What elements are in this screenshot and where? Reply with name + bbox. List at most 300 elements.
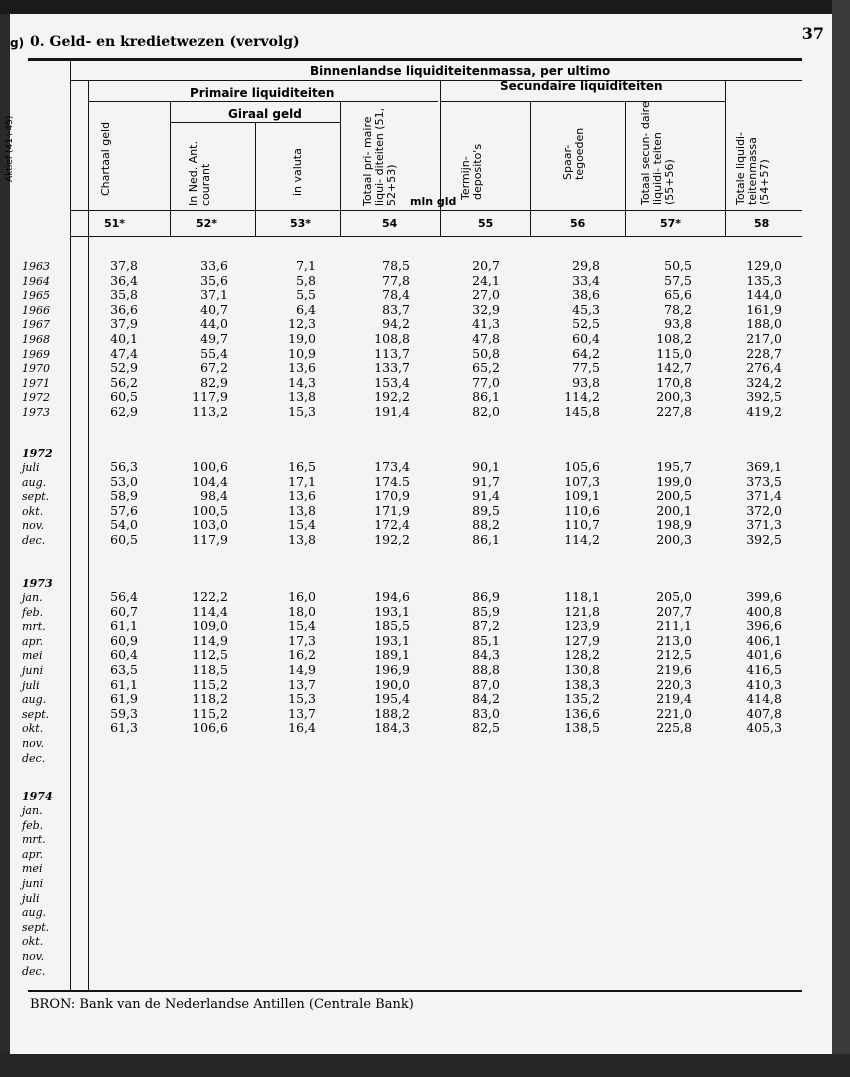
table-cell: 85,1 — [472, 632, 500, 648]
scan-right-border — [832, 0, 850, 1077]
table-cell: 396,6 — [746, 618, 782, 634]
table-cell: 37,9 — [110, 316, 138, 332]
table-cell: 82,5 — [472, 720, 500, 736]
table-cell: 193,1 — [374, 603, 410, 619]
table-cell: 87,0 — [472, 676, 500, 692]
col-code-54: 54 — [382, 217, 398, 230]
table-cell: 108,8 — [374, 331, 410, 346]
table-cell: 13,8 — [288, 532, 316, 547]
col-header-spaar: Spaar- tegoeden — [561, 127, 586, 180]
col-divider-6 — [530, 101, 531, 236]
row-label: juni — [22, 664, 44, 677]
col-divider-8 — [725, 80, 726, 236]
row-label: juli — [22, 678, 40, 692]
table-cell: 114,4 — [192, 603, 228, 619]
row-label: okt. — [22, 935, 44, 949]
table-cell: 138,5 — [564, 720, 600, 736]
table-cell: 199,0 — [656, 473, 692, 489]
table-cell: 13,6 — [288, 488, 316, 504]
table-cell: 217,0 — [746, 331, 782, 346]
col-code-57: 57* — [660, 217, 682, 230]
table-cell: 117,9 — [192, 389, 228, 405]
row-label: 1970 — [22, 362, 50, 376]
table-cell: 49,7 — [200, 331, 228, 346]
table-cell: 60,9 — [110, 632, 138, 648]
table-cell: 45,3 — [572, 301, 600, 317]
table-cell: 55,4 — [200, 345, 228, 361]
table-cell: 369,1 — [746, 459, 782, 474]
table-cell: 13,7 — [288, 705, 316, 721]
table-cell: 58,9 — [110, 488, 138, 504]
table-cell: 78,4 — [382, 287, 410, 303]
table-cell: 14,9 — [288, 662, 316, 677]
table-cell: 82,9 — [200, 374, 228, 390]
giraal-heading: Giraal geld — [228, 107, 302, 121]
col-code-53: 53* — [290, 217, 312, 230]
table-cell: 104,4 — [192, 473, 228, 489]
table-cell: 144,0 — [746, 287, 782, 303]
table-cell: 133,7 — [374, 360, 410, 376]
table-cell: 188,2 — [374, 705, 410, 721]
row-label: mrt. — [22, 833, 46, 847]
row-label: sept. — [22, 490, 50, 504]
table-cell: 78,2 — [664, 301, 692, 317]
table-cell: 17,1 — [288, 473, 316, 489]
code-rule-bottom — [70, 236, 802, 237]
table-banner: Binnenlandse liquiditeitenmassa, per ultimo — [310, 64, 611, 78]
row-label: 1972 — [22, 391, 50, 405]
row-label: aug. — [22, 693, 47, 707]
table-cell: 93,8 — [664, 316, 692, 332]
table-cell: 83,0 — [472, 705, 500, 721]
table-cell: 33,4 — [572, 272, 600, 288]
table-cell: 61,1 — [110, 618, 138, 634]
row-label: okt. — [22, 722, 44, 736]
table-cell: 86,1 — [472, 532, 500, 547]
table-cell: 15,4 — [288, 618, 316, 634]
row-label: apr. — [22, 847, 44, 861]
table-cell: 93,8 — [572, 374, 600, 390]
row-label: 1967 — [22, 318, 50, 332]
row-label: 1963 — [22, 260, 50, 273]
table-cell: 414,8 — [746, 691, 782, 707]
table-cell: 153,4 — [374, 374, 410, 390]
table-cell: 47,4 — [110, 345, 138, 361]
table-cell: 416,5 — [746, 662, 782, 677]
table-cell: 392,5 — [746, 532, 782, 547]
table-cell: 198,9 — [656, 517, 692, 533]
table-cell: 63,5 — [110, 662, 138, 677]
table-cell: 5,8 — [296, 272, 316, 288]
table-cell: 88,8 — [472, 662, 500, 677]
col-header-valuta: in valuta — [291, 148, 304, 196]
col-divider-7 — [625, 101, 626, 236]
table-cell: 200,1 — [656, 502, 692, 518]
row-label: nov. — [22, 950, 45, 963]
table-cell: 32,9 — [472, 301, 500, 317]
table-cell: 56,4 — [110, 589, 138, 604]
row-label: dec. — [22, 534, 46, 547]
table-cell: 40,1 — [110, 331, 138, 346]
table-cell: 405,3 — [746, 720, 782, 736]
table-cell: 15,3 — [288, 691, 316, 707]
table-cell: 371,4 — [746, 488, 782, 504]
col-divider-3 — [255, 122, 256, 236]
table-cell: 62,9 — [110, 404, 138, 419]
table-cell: 145,8 — [564, 404, 600, 419]
table-cell: 371,3 — [746, 517, 782, 533]
table-cell: 77,5 — [572, 360, 600, 376]
table-cell: 191,4 — [374, 404, 410, 419]
table-cell: 106,6 — [192, 720, 228, 736]
table-cell: 192,2 — [374, 532, 410, 547]
table-cell: 221,0 — [656, 705, 692, 721]
col-header-totaal-primair: Totaal pri- maire liqui- diteiten (51, 52+53) — [361, 107, 398, 206]
row-label: feb. — [22, 818, 44, 832]
table-cell: 88,2 — [472, 517, 500, 533]
table-cell: 94,2 — [382, 316, 410, 332]
table-cell: 77,0 — [472, 374, 500, 390]
table-cell: 44,0 — [200, 316, 228, 332]
table-cell: 19,0 — [288, 331, 316, 346]
table-cell: 189,1 — [374, 647, 410, 663]
table-cell: 77,8 — [382, 272, 410, 288]
table-cell: 84,3 — [472, 647, 500, 663]
table-cell: 78,5 — [382, 258, 410, 273]
table-cell: 87,2 — [472, 618, 500, 634]
table-cell: 114,2 — [564, 389, 600, 405]
secondary-heading: Secundaire liquiditeiten — [500, 79, 663, 93]
row-label: 1964 — [22, 274, 50, 288]
table-cell: 123,9 — [564, 618, 600, 634]
table-cell: 213,0 — [656, 632, 692, 648]
table-cell: 35,8 — [110, 287, 138, 303]
table-cell: 60,5 — [110, 532, 138, 547]
row-label: sept. — [22, 920, 50, 934]
table-cell: 50,5 — [664, 258, 692, 273]
col-divider-1 — [88, 80, 89, 990]
table-cell: 115,2 — [192, 705, 228, 721]
table-cell: 184,3 — [374, 720, 410, 736]
table-cell: 86,1 — [472, 389, 500, 405]
row-label: 1969 — [22, 347, 50, 361]
table-cell: 91,4 — [472, 488, 500, 504]
row-label: apr. — [22, 634, 44, 648]
table-cell: 117,9 — [192, 532, 228, 547]
table-cell: 219,6 — [656, 662, 692, 677]
table-cell: 105,6 — [564, 459, 600, 474]
left-margin-fragment: g) — [10, 36, 25, 50]
table-cell: 6,4 — [296, 301, 316, 317]
table-cell: 228,7 — [746, 345, 782, 361]
row-label: juli — [22, 461, 40, 474]
table-cell: 90,1 — [472, 459, 500, 474]
table-cell: 64,2 — [572, 345, 600, 361]
table-cell: 161,9 — [746, 301, 782, 317]
table-cell: 118,5 — [192, 662, 228, 677]
table-cell: 13,6 — [288, 360, 316, 376]
source-note: BRON: Bank van de Nederlandse Antillen (Centrale Bank) — [30, 997, 414, 1012]
table-cell: 127,9 — [564, 632, 600, 648]
scan-bottom-border — [0, 1054, 850, 1077]
table-cell: 110,6 — [564, 502, 600, 518]
row-label: 1973 — [22, 406, 50, 419]
table-cell: 10,9 — [288, 345, 316, 361]
table-cell: 35,6 — [200, 272, 228, 288]
table-cell: 13,8 — [288, 389, 316, 405]
row-label: nov. — [22, 519, 45, 533]
table-cell: 84,2 — [472, 691, 500, 707]
col-code-51: 51* — [104, 217, 126, 230]
table-cell: 50,8 — [472, 345, 500, 361]
table-cell: 114,2 — [564, 532, 600, 547]
col-divider-5 — [440, 80, 441, 236]
table-cell: 110,7 — [564, 517, 600, 533]
row-label: 1971 — [22, 376, 50, 390]
table-cell: 419,2 — [746, 404, 782, 419]
table-cell: 227,8 — [656, 404, 692, 419]
table-cell: 24,1 — [472, 272, 500, 288]
primary-heading: Primaire liquiditeiten — [190, 86, 335, 100]
table-cell: 225,8 — [656, 720, 692, 736]
table-cell: 12,3 — [288, 316, 316, 332]
table-cell: 109,1 — [564, 488, 600, 504]
table-cell: 89,5 — [472, 502, 500, 518]
table-cell: 60,4 — [110, 647, 138, 663]
table-cell: 205,0 — [656, 589, 692, 604]
table-cell: 276,4 — [746, 360, 782, 376]
table-cell: 61,3 — [110, 720, 138, 736]
table-cell: 56,3 — [110, 459, 138, 474]
running-title: 0. Geld- en kredietwezen (vervolg) — [30, 34, 300, 50]
table-cell: 113,2 — [192, 404, 228, 419]
table-cell: 85,9 — [472, 603, 500, 619]
table-cell: 406,1 — [746, 632, 782, 648]
bottom-rule — [28, 990, 802, 992]
page-number: 37 — [801, 24, 824, 43]
table-cell: 118,2 — [192, 691, 228, 707]
table-cell: 82,0 — [472, 404, 500, 419]
col-header-totale-massa: Totale liquidi- teitenmassa (54+57) — [734, 131, 771, 205]
col-code-52: 52* — [196, 217, 218, 230]
table-cell: 52,9 — [110, 360, 138, 376]
table-cell: 171,9 — [374, 502, 410, 518]
block-year-heading: 1973 — [22, 577, 53, 590]
table-cell: 15,4 — [288, 517, 316, 533]
table-cell: 13,7 — [288, 676, 316, 692]
table-cell: 401,6 — [746, 647, 782, 663]
table-cell: 100,5 — [192, 502, 228, 518]
table-cell: 16,5 — [288, 459, 316, 474]
table-cell: 15,3 — [288, 404, 316, 419]
row-label: dec. — [22, 751, 46, 765]
row-label: mei — [22, 649, 43, 663]
table-cell: 115,2 — [192, 676, 228, 692]
top-rule — [28, 58, 802, 61]
table-cell: 57,6 — [110, 502, 138, 518]
table-cell: 57,5 — [664, 272, 692, 288]
table-cell: 324,2 — [746, 374, 782, 390]
table-cell: 54,0 — [110, 517, 138, 533]
table-cell: 410,3 — [746, 676, 782, 692]
col-divider-4 — [340, 101, 341, 236]
banner-rule — [70, 80, 802, 81]
table-cell: 113,7 — [374, 345, 410, 361]
stub-divider — [70, 61, 71, 990]
table-cell: 173,4 — [374, 459, 410, 474]
table-cell: 61,9 — [110, 691, 138, 707]
row-label: jan. — [22, 804, 43, 817]
table-cell: 47,8 — [472, 331, 500, 346]
table-cell: 212,5 — [656, 647, 692, 663]
table-cell: 65,2 — [472, 360, 500, 376]
table-cell: 138,3 — [564, 676, 600, 692]
table-cell: 128,2 — [564, 647, 600, 663]
table-cell: 207,7 — [656, 603, 692, 619]
table-cell: 122,2 — [192, 589, 228, 604]
table-cell: 192,2 — [374, 389, 410, 405]
table-cell: 136,6 — [564, 705, 600, 721]
block-year-heading: 1974 — [22, 790, 53, 803]
table-cell: 109,0 — [192, 618, 228, 634]
table-cell: 29,8 — [572, 258, 600, 273]
row-label: mrt. — [22, 620, 46, 634]
table-cell: 196,9 — [374, 662, 410, 677]
table-cell: 98,4 — [200, 488, 228, 504]
table-cell: 16,2 — [288, 647, 316, 663]
table-cell: 14,3 — [288, 374, 316, 390]
table-cell: 20,7 — [472, 258, 500, 273]
table-cell: 200,3 — [656, 532, 692, 547]
table-cell: 100,6 — [192, 459, 228, 474]
table-cell: 211,1 — [656, 618, 692, 634]
table-cell: 65,6 — [664, 287, 692, 303]
table-cell: 7,1 — [296, 258, 316, 273]
table-cell: 174.5 — [374, 473, 410, 489]
row-label: sept. — [22, 707, 50, 721]
table-cell: 36,6 — [110, 301, 138, 317]
col-divider-2 — [170, 101, 171, 236]
table-cell: 193,1 — [374, 632, 410, 648]
table-cell: 142,7 — [656, 360, 692, 376]
table-cell: 36,4 — [110, 272, 138, 288]
table-cell: 16,4 — [288, 720, 316, 736]
table-cell: 37,8 — [110, 258, 138, 273]
table-cell: 61,1 — [110, 676, 138, 692]
table-cell: 53,0 — [110, 473, 138, 489]
table-cell: 103,0 — [192, 517, 228, 533]
table-cell: 27,0 — [472, 287, 500, 303]
col-code-56: 56 — [570, 217, 586, 230]
col-code-55: 55 — [478, 217, 494, 230]
table-cell: 219,4 — [656, 691, 692, 707]
table-cell: 67,2 — [200, 360, 228, 376]
col-header-totaal-secundair: Totaal secun- daire liquidi- teiten (55+56) — [639, 101, 676, 205]
table-cell: 60,7 — [110, 603, 138, 619]
table-cell: 170,8 — [656, 374, 692, 390]
table-cell: 52,5 — [572, 316, 600, 332]
table-cell: 170,9 — [374, 488, 410, 504]
row-label: aug. — [22, 475, 47, 489]
scan-top-border — [0, 0, 850, 14]
table-cell: 86,9 — [472, 589, 500, 604]
table-cell: 5,5 — [296, 287, 316, 303]
row-label: nov. — [22, 737, 45, 750]
row-label: okt. — [22, 504, 44, 518]
table-cell: 188,0 — [746, 316, 782, 332]
table-cell: 108,2 — [656, 331, 692, 346]
row-label: aug. — [22, 906, 47, 920]
table-cell: 13,8 — [288, 502, 316, 518]
block-year-heading: 1972 — [22, 447, 53, 460]
col-code-58: 58 — [754, 217, 770, 230]
table-cell: 392,5 — [746, 389, 782, 405]
table-cell: 185,5 — [374, 618, 410, 634]
table-cell: 41,3 — [472, 316, 500, 332]
table-cell: 59,3 — [110, 705, 138, 721]
table-cell: 373,5 — [746, 473, 782, 489]
table-cell: 107,3 — [564, 473, 600, 489]
col-header-ned-ant: In Ned. Ant. courant — [187, 141, 212, 206]
row-label: mei — [22, 862, 43, 876]
table-cell: 118,1 — [564, 589, 600, 604]
table-cell: 399,6 — [746, 589, 782, 604]
table-cell: 17,3 — [288, 632, 316, 648]
table-cell: 200,5 — [656, 488, 692, 504]
table-cell: 37,1 — [200, 287, 228, 303]
table-cell: 56,2 — [110, 374, 138, 390]
row-label: dec. — [22, 964, 46, 978]
row-label: juli — [22, 891, 40, 905]
margin-rotated-text: Aktief (41+45) — [5, 115, 15, 182]
table-cell: 91,7 — [472, 473, 500, 489]
row-label: 1968 — [22, 333, 50, 346]
table-cell: 172,4 — [374, 517, 410, 533]
table-cell: 200,3 — [656, 389, 692, 405]
table-cell: 130,8 — [564, 662, 600, 677]
table-cell: 112,5 — [192, 647, 228, 663]
row-label: 1965 — [22, 289, 50, 303]
table-cell: 121,8 — [564, 603, 600, 619]
table-cell: 33,6 — [200, 258, 228, 273]
table-cell: 60,4 — [572, 331, 600, 346]
table-cell: 115,0 — [656, 345, 692, 361]
table-cell: 195,4 — [374, 691, 410, 707]
table-cell: 16,0 — [288, 589, 316, 604]
col-header-termijn: Termijn- deposito's — [459, 143, 484, 200]
table-cell: 407,8 — [746, 705, 782, 721]
row-label: feb. — [22, 605, 44, 619]
unit-label: mln gld — [410, 195, 457, 208]
col-header-chartaal: Chartaal geld — [99, 121, 112, 196]
secondary-rule — [440, 101, 725, 102]
table-cell: 190,0 — [374, 676, 410, 692]
code-rule-top — [70, 210, 802, 211]
table-cell: 40,7 — [200, 301, 228, 317]
table-cell: 195,7 — [656, 459, 692, 474]
table-cell: 83,7 — [382, 301, 410, 317]
table-cell: 220,3 — [656, 676, 692, 692]
table-cell: 38,6 — [572, 287, 600, 303]
row-label: juni — [22, 877, 44, 890]
table-cell: 400,8 — [746, 603, 782, 619]
table-cell: 60,5 — [110, 389, 138, 405]
table-cell: 114,9 — [192, 632, 228, 648]
row-label: jan. — [22, 591, 43, 604]
table-cell: 194,6 — [374, 589, 410, 604]
table-cell: 135,2 — [564, 691, 600, 707]
table-cell: 135,3 — [746, 272, 782, 288]
